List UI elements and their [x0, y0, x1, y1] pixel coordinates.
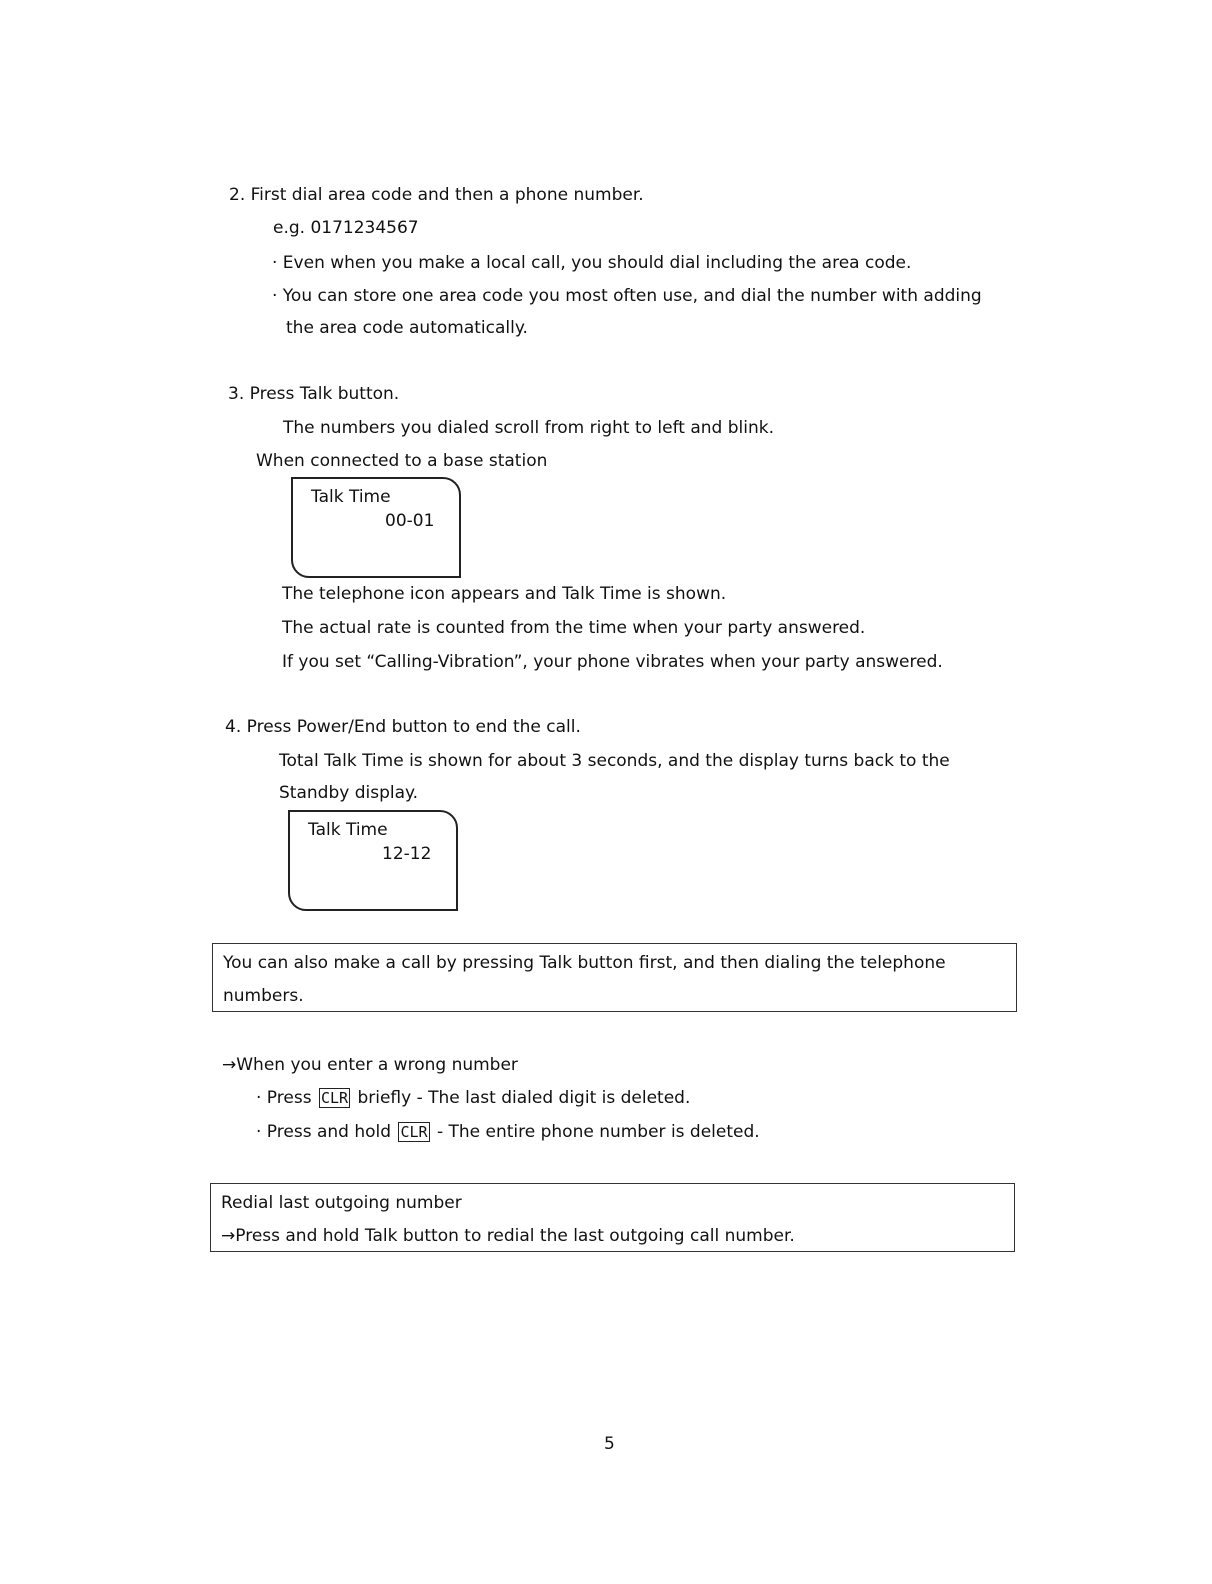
- tip-note-box: [212, 943, 1017, 1012]
- wrong-number-bullet-2: [256, 1121, 760, 1143]
- display-label: Talk Time: [308, 820, 388, 840]
- redial-note-box: [210, 1183, 1015, 1252]
- step4-line-1: Total Talk Time is shown for about 3 seconds, and the display turns back to the: [279, 751, 950, 771]
- step3-line-1: The numbers you dialed scroll from right to left and blink.: [283, 418, 775, 438]
- display-label: Talk Time: [311, 487, 391, 507]
- bullet-2-prefix: · Press and hold: [256, 1122, 392, 1142]
- page-number: 5: [604, 1434, 615, 1454]
- talk-time-display-connected: [291, 477, 461, 578]
- step3-after-3: If you set “Calling-Vibration”, your phone vibrates when your party answered.: [282, 652, 943, 672]
- step2-heading: 2. First dial area code and then a phone number.: [229, 185, 644, 205]
- step2-bullet-2-cont: the area code automatically.: [286, 318, 528, 338]
- clr-key-icon: CLR: [320, 1089, 349, 1107]
- step2-bullet-1: · Even when you make a local call, you should dial including the area code.: [272, 253, 912, 273]
- bullet-1-text: briefly - The last dialed digit is deleted.: [357, 1088, 691, 1108]
- step3-heading: 3. Press Talk button.: [228, 384, 400, 404]
- step2-example: e.g. 0171234567: [273, 218, 419, 238]
- clr-key-icon: CLR: [400, 1123, 428, 1141]
- step4-heading: 4. Press Power/End button to end the call.: [225, 717, 581, 737]
- step3-line-2: When connected to a base station: [256, 451, 548, 471]
- display-value: 12-12: [382, 844, 432, 864]
- bullet-2-text: - The entire phone number is deleted.: [436, 1122, 760, 1142]
- bullet-1-prefix: · Press: [256, 1088, 312, 1108]
- step3-after-1: The telephone icon appears and Talk Time is shown.: [282, 584, 727, 604]
- wrong-number-heading: →When you enter a wrong number: [222, 1055, 518, 1075]
- redial-title: Redial last outgoing number: [221, 1193, 462, 1213]
- redial-text: →Press and hold Talk button to redial the last outgoing call number.: [221, 1226, 795, 1246]
- step3-after-2: The actual rate is counted from the time when your party answered.: [282, 618, 866, 638]
- tip-line-1: You can also make a call by pressing Talk button first, and then dialing the telephone: [223, 953, 946, 973]
- tip-line-2: numbers.: [223, 986, 304, 1006]
- step2-bullet-2: · You can store one area code you most often use, and dial the number with adding: [272, 286, 982, 306]
- step4-line-2: Standby display.: [279, 783, 419, 803]
- display-value: 00-01: [385, 511, 435, 531]
- talk-time-display-total: [288, 810, 458, 911]
- wrong-number-bullet-1: [256, 1087, 690, 1109]
